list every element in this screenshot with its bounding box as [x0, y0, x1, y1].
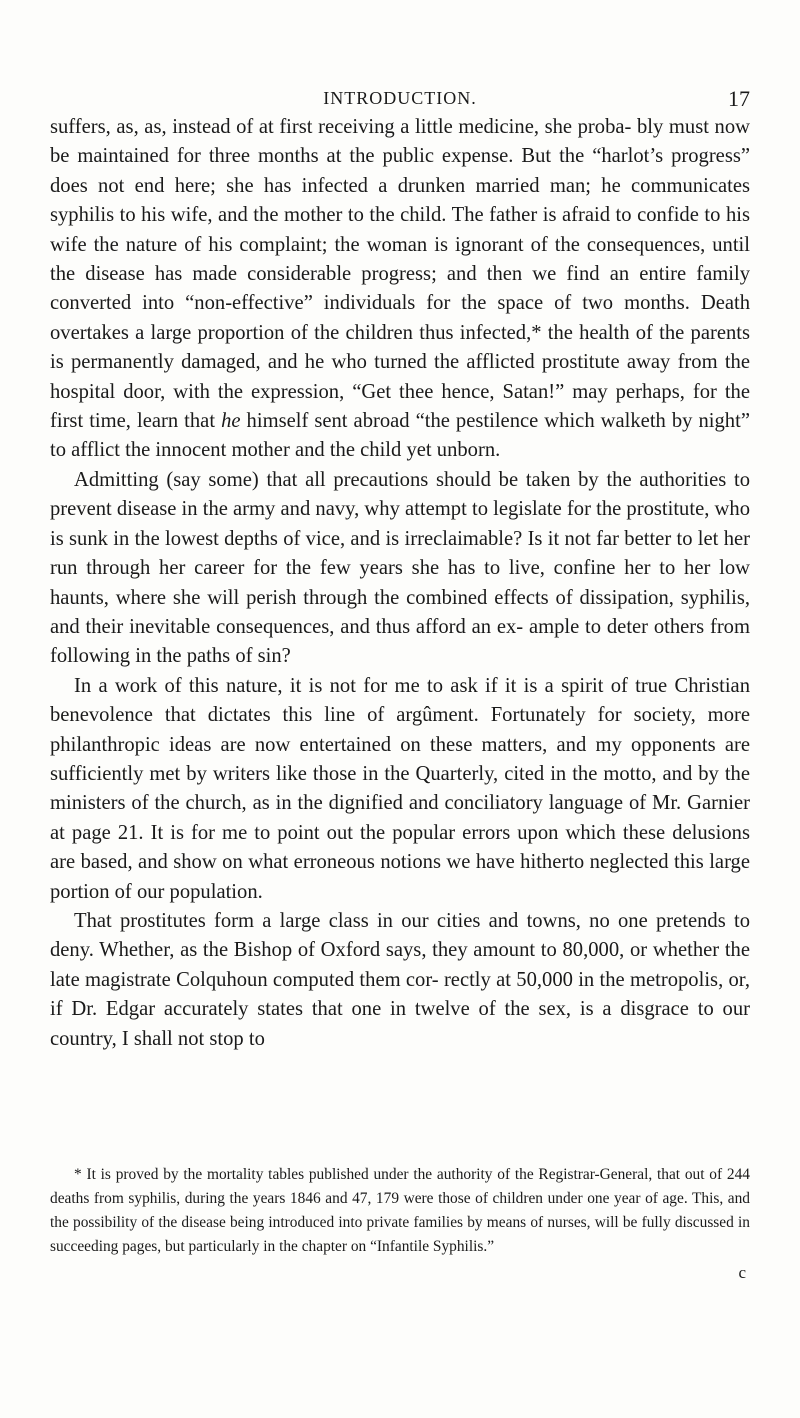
paragraph-4: That prostitutes form a large class in our cities and towns, no one pretends to deny. Whether, as the Bishop of Oxford says, they amount to 80,000, or whether the late magistrate Colquhoun computed them cor- rectly at 50,000 in the metropolis, or, if Dr. Edgar accurately states that one in twelve of the sex, is a disgrace to our country, I shall not stop to	[50, 909, 750, 1050]
body-text	[50, 113, 750, 1054]
page-number: 17	[728, 86, 750, 111]
paragraph-3: In a work of this nature, it is not for me to ask if it is a spirit of true Christian benevolence that dictates this line of argûment. Fortunately for society, more philanthropic ideas are now entertained on these matters, and my opponents are sufficiently met by writers like those in the Quarterly, cited in the motto, and by the ministers of the church, as in the dignified and conciliatory language of Mr. Garnier at page 21. It is for me to point out the popular errors upon which these delusions are based, and show on what erroneous notions we have hitherto neglected this large portion of our population.	[50, 674, 750, 903]
paragraph-1-text: suffers, as, as, instead of at first receiving a little medicine, she proba- bly must now be maintained for three months at the public expense. But the “harlot’s progress” does not end here; she has infected a drunken married man; he communicates syphilis to his wife, and the mother to the child. The father is afraid to confide to his wife the nature of his complaint; the woman is ignorant of the consequences, until the disease has made considerable progress; and then we find an entire family converted into “non-effective” individuals for the space of two months. Death overtakes a large proportion of the children thus infected,* the health of the parents is permanently damaged, and he who turned the afflicted prostitute away from the hospital door, with the expression, “Get thee hence, Satan!” may perhaps, for the first time, learn that	[50, 116, 750, 433]
footnote-text: * It is proved by the mortality tables published under the authority of the Registrar-General, that out of 244 deaths from syphilis, during the years 1846 and 47, 179 were those of children under one year of age. This, and the possibility of the disease being introduced into private families by means of nurses, will be fully discussed in succeeding pages, but particularly in the chapter on “Infantile Syphilis.”	[50, 1166, 750, 1255]
paragraph-1	[50, 113, 750, 466]
signature-mark: c	[738, 1263, 746, 1282]
paragraph-2: Admitting (say some) that all precautions should be taken by the authorities to prevent disease in the army and navy, why attempt to legislate for the prostitute, who is sunk in the lowest depths of vice, and is irreclaimable? Is it not far better to let her run through her career for the few years she has to live, confine her to her low haunts, where she will perish through the combined effects of dissipation, syphilis, and their inevitable consequences, and thus afford an ex- ample to deter others from following in the paths of sin?	[50, 468, 750, 668]
page-header	[50, 86, 750, 114]
italic-he: he	[221, 410, 241, 433]
running-head: INTRODUCTION.	[323, 88, 477, 108]
footnote	[50, 1163, 750, 1259]
paragraph-1-tail: himself sent abroad “the pestilence which walketh by night” to afflict the innocent mother and the child yet unborn.	[50, 410, 750, 462]
